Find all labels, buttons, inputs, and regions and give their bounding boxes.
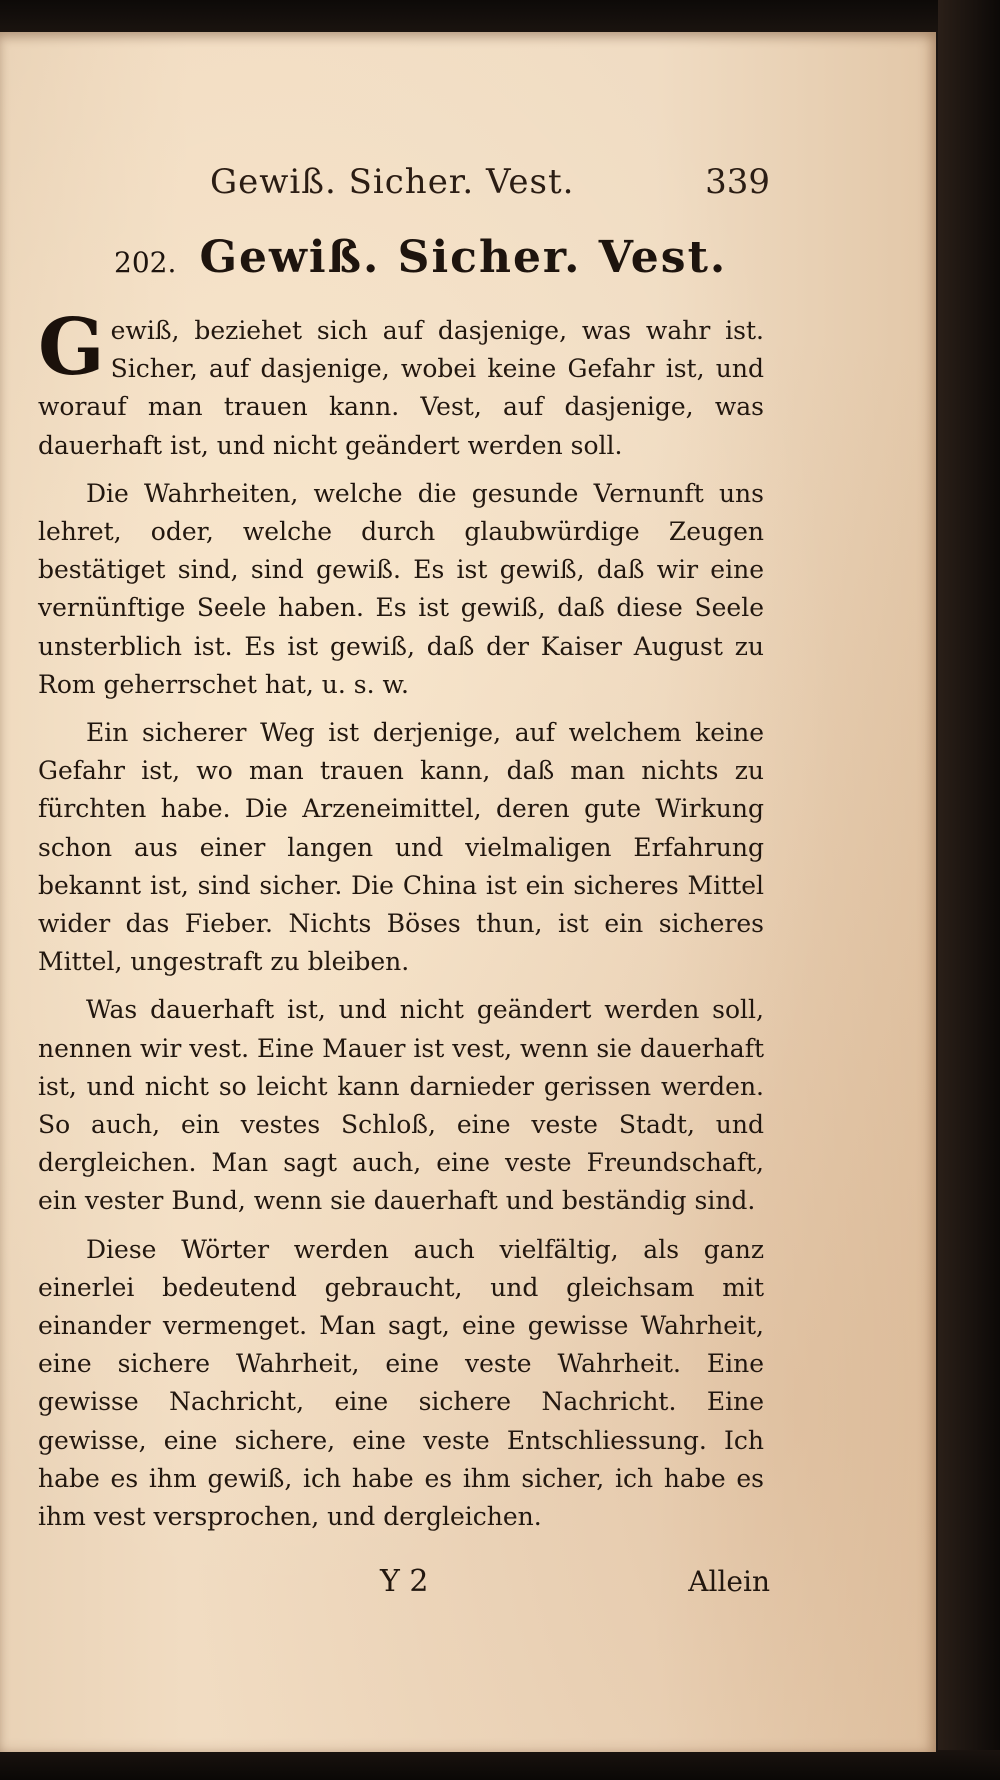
scan-bottom-edge bbox=[0, 1750, 1000, 1780]
paragraph-1-text: ewiß, beziehet sich auf dasjenige, was wahr ist. Sicher, auf dasjenige, wobei keine Gefahr ist, und worauf man trauen kann. Vest, auf dasjenige, was dauerhaft ist, und nicht geändert werden soll. bbox=[38, 316, 764, 460]
section-heading bbox=[114, 232, 814, 283]
catchword: Allein bbox=[688, 1565, 770, 1598]
paragraph-4: Was dauerhaft ist, und nicht geändert werden soll, nennen wir vest. Eine Mauer ist vest, wenn sie dauerhaft ist, und nicht so leicht kann darnieder gerissen werden. So auch, ein vestes Schloß, eine veste Stadt, und dergleichen. Man sagt auch, eine veste Freundschaft, ein vester Bund, wenn sie dauerhaft und beständig sind. bbox=[38, 995, 764, 1216]
paragraph-1 bbox=[38, 302, 764, 465]
drop-cap: G bbox=[38, 302, 105, 393]
scan-top-edge bbox=[0, 0, 1000, 32]
paragraph-3: Ein sicherer Weg ist derjenige, auf welchem keine Gefahr ist, wo man trauen kann, daß man nichts zu fürchten habe. Die Arzeneimittel, deren gute Wirkung schon aus einer langen und vielmaligen Erfahrung bekannt ist, sind sicher. Die China ist ein sicheres Mittel wider das Fieber. Nichts Böses thun, ist ein sicheres Mittel, ungestraft zu bleiben. bbox=[38, 718, 764, 977]
section-number: 202. bbox=[114, 246, 177, 279]
page-footer bbox=[380, 1564, 770, 1599]
book-page bbox=[0, 32, 936, 1752]
signature-mark: Y 2 bbox=[380, 1564, 429, 1599]
section-title: Gewiß. Sicher. Vest. bbox=[199, 232, 728, 283]
running-head bbox=[210, 162, 770, 202]
paragraph-2: Die Wahrheiten, welche die gesunde Vernunft uns lehret, oder, welche durch glaubwürdige Zeugen bestätiget sind, sind gewiß. Es ist gewiß, daß wir eine vernünftige Seele haben. Es ist gewiß, daß diese Seele unsterblich ist. Es ist gewiß, daß der Kaiser August zu Rom geherrschet hat, u. s. w. bbox=[38, 478, 764, 699]
running-title: Gewiß. Sicher. Vest. bbox=[210, 162, 575, 202]
paragraph-5: Diese Wörter werden auch vielfältig, als ganz einerlei bedeutend gebraucht, und gleichsam mit einander vermenget. Man sagt, eine gewisse Wahrheit, eine sichere Wahrheit, eine veste Wahrheit. Eine gewisse Nachricht, eine sichere Nachricht. Eine gewisse, eine sichere, eine veste Entschliessung. Ich habe es ihm gewiß, ich habe es ihm sicher, ich habe es ihm vest versprochen, und dergleichen. bbox=[38, 1234, 764, 1532]
page-number: 339 bbox=[705, 162, 770, 202]
book-spine-edge bbox=[938, 0, 1000, 1780]
body-text bbox=[38, 302, 764, 1546]
